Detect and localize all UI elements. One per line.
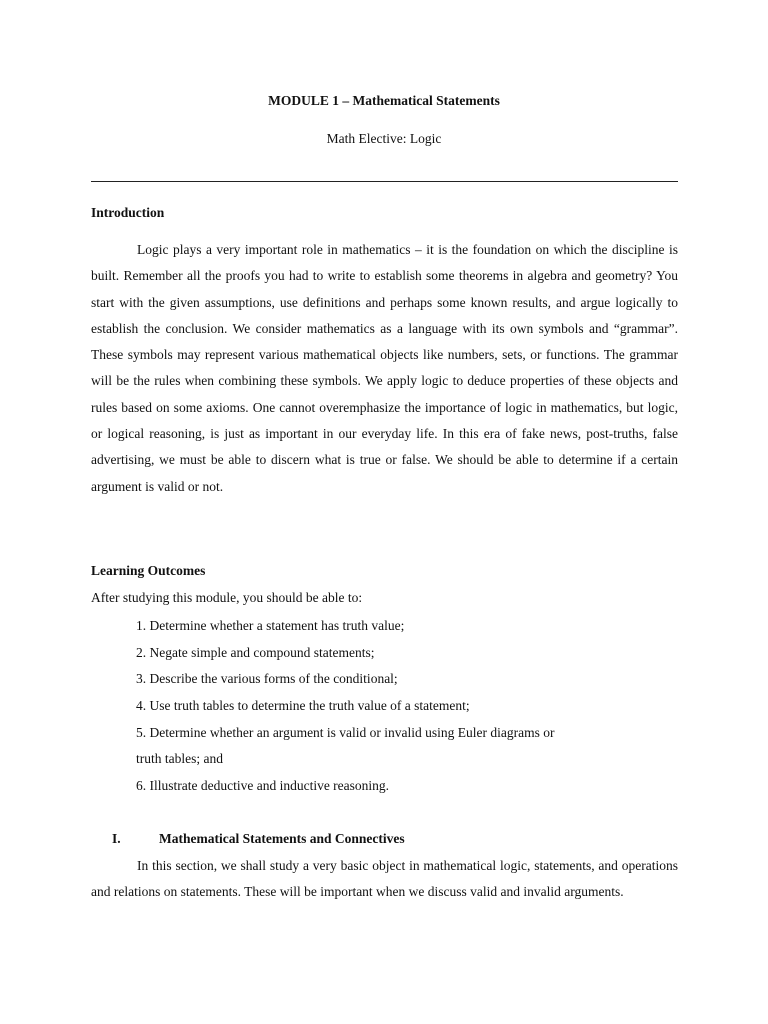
list-item: 6. Illustrate deductive and inductive reasoning. [136,778,390,794]
list-item: 3. Describe the various forms of the conditional; [136,671,398,687]
section-title: Mathematical Statements and Connectives [159,831,405,846]
list-item: 5. Determine whether an argument is valid or invalid using Euler diagrams or [136,724,555,740]
list-item: 4. Use truth tables to determine the truth value of a statement; [136,698,470,714]
learning-outcomes-lead: After studying this module, you should be able to: [91,590,363,605]
list-item: 2. Negate simple and compound statements; [136,644,375,660]
document-title: MODULE 1 – Mathematical Statements [268,93,500,108]
section-paragraph: In this section, we shall study a very basic object in mathematical logic, statements, and operations and relations on statements. These will be important when we discuss valid and invalid arguments. [91,858,678,900]
list-item: truth tables; and [136,751,223,767]
learning-outcomes-list [136,617,555,804]
introduction-heading: Introduction [91,205,165,220]
list-item: 1. Determine whether a statement has truth value; [136,618,405,633]
section-number: I. [112,831,121,846]
horizontal-divider [91,181,678,182]
learning-outcomes-heading: Learning Outcomes [91,563,206,578]
document-subtitle: Math Elective: Logic [326,131,442,146]
introduction-paragraph: Logic plays a very important role in mathematics – it is the foundation on which the discipline is built. Remember all the proofs you had to write to establish some theorems in algebra and geometry? You start with the given assumptions, use definitions and perhaps some known results, and argue logically to establish the conclusion. We consider mathematics as a language with its own symbols and “grammar”. These symbols may represent various mathematical objects like numbers, sets, or functions. The grammar will be the rules when combining these symbols. We apply logic to deduce properties of these objects and rules based on some axioms. One cannot overemphasize the importance of logic in mathematics, but logic, or logical reasoning, is just as important in our everyday life. In this era of fake news, post-truths, false advertising, we must be able to discern what is true or false. We should be able to determine if a certain argument is valid or not. [91,242,678,494]
